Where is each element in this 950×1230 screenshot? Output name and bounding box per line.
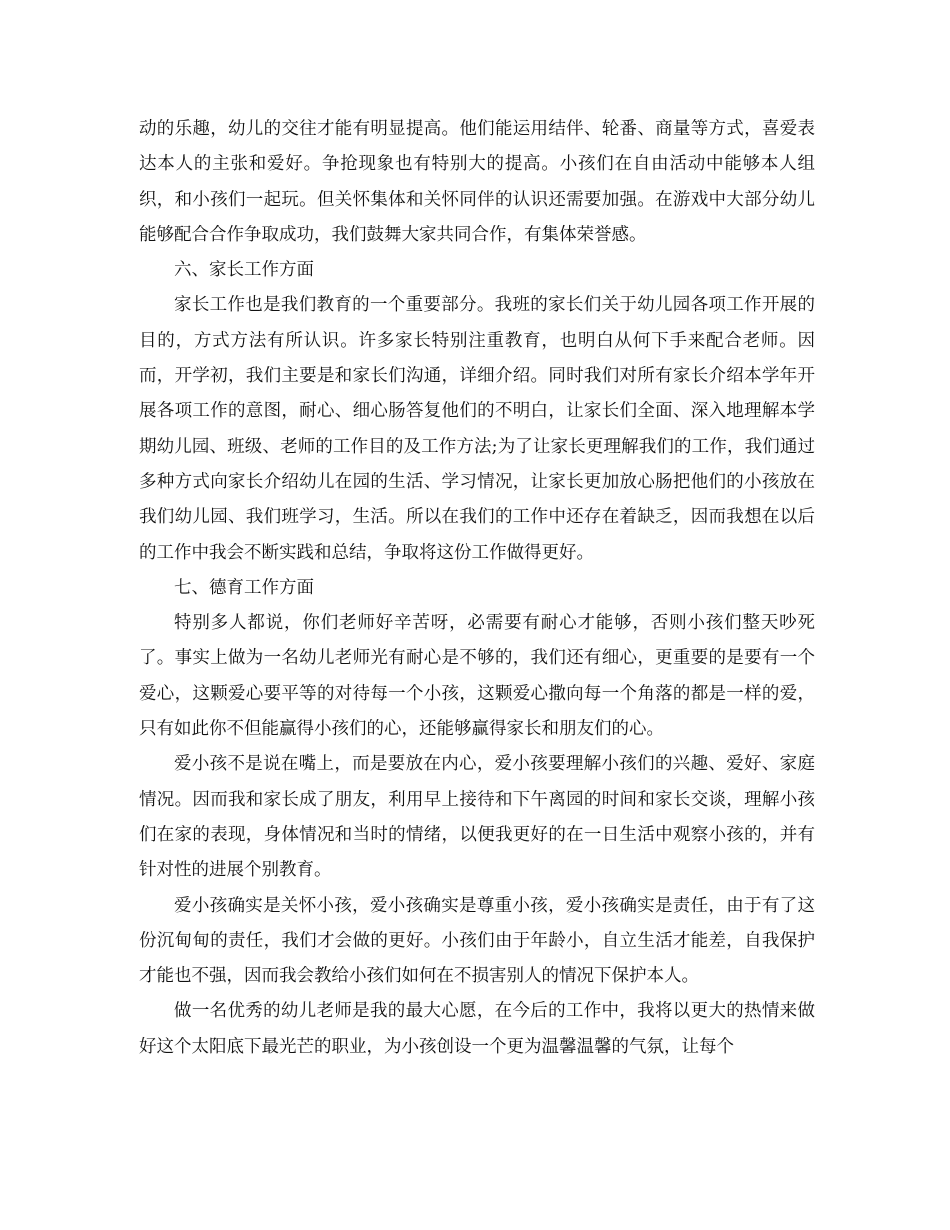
paragraph-continuation: 动的乐趣，幼儿的交往才能有明显提高。他们能运用结伴、轮番、商量等方式，喜爱表达本人的主张和爱好。争抢现象也有特别大的提高。小孩们在自由活动中能够本人组织，和小孩们一起玩。但关怀集体和关怀同伴的认识还需要加强。在游戏中大部分幼儿能够配合合作争取成功，我们鼓舞大家共同合作，有集体荣誉感。 (139, 119, 815, 245)
section-heading-moral-education: 七、德育工作方面 (174, 577, 314, 598)
document-body (139, 112, 815, 1065)
paragraph-moral-patience: 特别多人都说，你们老师好辛苦呀，必需要有耐心才能够，否则小孩们整天吵死了。事实上做为一名幼儿老师光有耐心是不够的，我们还有细心，更重要的是要有一个爱心，这颗爱心要平等的对待每一个小孩，这颗爱心撒向每一个角落的都是一样的爱，只有如此你不但能赢得小孩们的心，还能够赢得家长和朋友们的心。 (139, 613, 815, 740)
paragraph-aspiration: 做一名优秀的幼儿老师是我的最大心愿，在今后的工作中，我将以更大的热情来做好这个太阳底下最光芒的职业，为小孩创设一个更为温馨温馨的气氛，让每个 (139, 1001, 815, 1057)
paragraph-love-children: 爱小孩不是说在嘴上，而是要放在内心，爱小孩要理解小孩们的兴趣、爱好、家庭情况。因而我和家长成了朋友，利用早上接待和下午离园的时间和家长交谈，理解小孩们在家的表现，身体情况和当时的情绪，以便我更好的在一日生活中观察小孩的，并有针对性的进展个别教育。 (139, 754, 815, 881)
paragraph-parent-work: 家长工作也是我们教育的一个重要部分。我班的家长们关于幼儿园各项工作开展的目的，方式方法有所认识。许多家长特别注重教育，也明白从何下手来配合老师。因而，开学初，我们主要是和家长们沟通，详细介绍。同时我们对所有家长介绍本学年开展各项工作的意图，耐心、细心肠答复他们的不明白，让家长们全面、深入地理解本学期幼儿园、班级、老师的工作目的及工作方法;为了让家长更理解我们的工作，我们通过多种方式向家长介绍幼儿在园的生活、学习情况，让家长更加放心肠把他们的小孩放在我们幼儿园、我们班学习，生活。所以在我们的工作中还存在着缺乏，因而我想在以后的工作中我会不断实践和总结，争取将这份工作做得更好。 (139, 295, 815, 563)
paragraph-responsibility: 爱小孩确实是关怀小孩，爱小孩确实是尊重小孩，爱小孩确实是责任，由于有了这份沉甸甸的责任，我们才会做的更好。小孩们由于年龄小，自立生活才能差，自我保护才能也不强，因而我会教给小孩们如何在不损害别人的情况下保护本人。 (139, 895, 815, 987)
section-heading-parent-work: 六、家长工作方面 (174, 260, 314, 281)
